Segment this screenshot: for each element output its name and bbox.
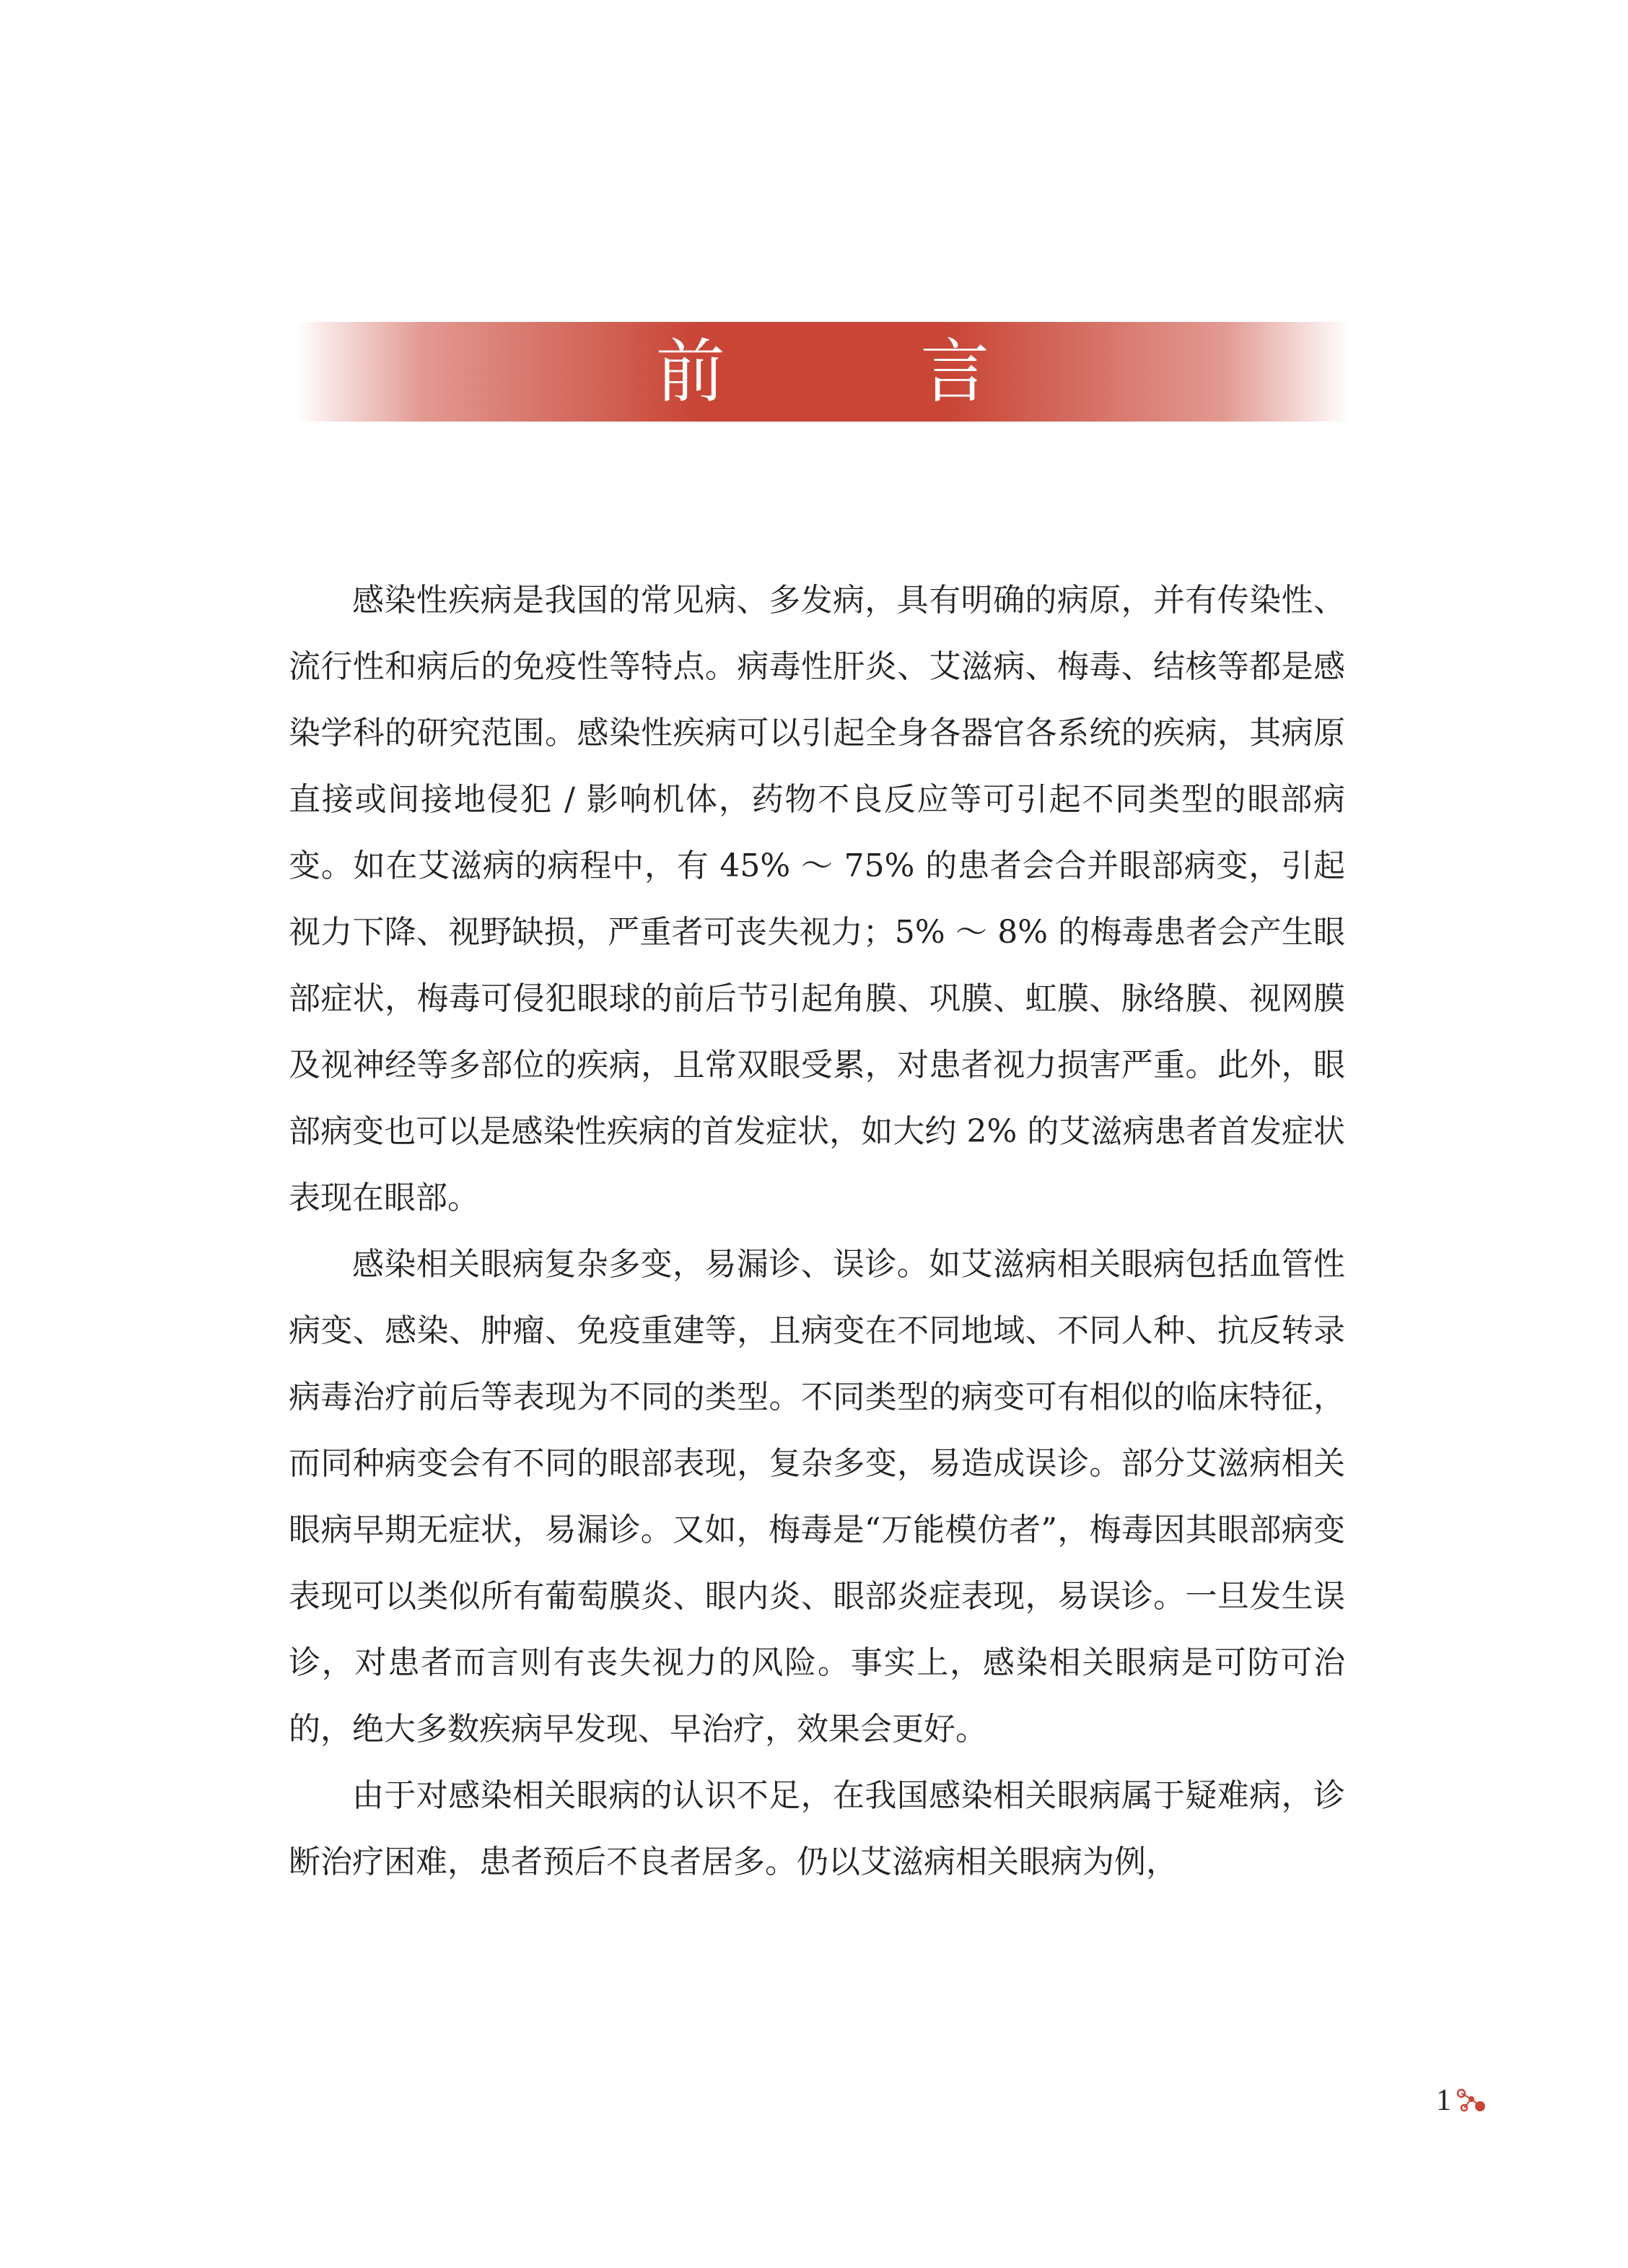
paragraph-3: 由于对感染相关眼病的认识不足，在我国感染相关眼病属于疑难病，诊断治疗困难，患者预后不良者居多。仍以艾滋病相关眼病为例，	[289, 1777, 1345, 1880]
paragraph-2: 感染相关眼病复杂多变，易漏诊、误诊。如艾滋病相关眼病包括血管性病变、感染、肿瘤、免疫重建等，且病变在不同地域、不同人种、抗反转录病毒治疗前后等表现为不同的类型。不同类型的病变可有相似的临床特征，而同种病变会有不同的眼部表现，复杂多变，易造成误诊。部分艾滋病相关眼病早期无症状，易漏诊。又如，梅毒是“万能模仿者”，梅毒因其眼部病变表现可以类似所有葡萄膜炎、眼内炎、眼部炎症表现，易误诊。一旦发生误诊，对患者而言则有丧失视力的风险。事实上，感染相关眼病是可防可治的，绝大多数疾病早发现、早治疗，效果会更好。	[289, 1246, 1345, 1748]
body-text	[289, 567, 1345, 1896]
title-banner	[296, 322, 1349, 422]
page-title: 前 言	[655, 331, 1077, 412]
page-footer	[1436, 2079, 1487, 2122]
molecule-nodes-icon	[1456, 2085, 1487, 2116]
page-number: 1	[1436, 2084, 1451, 2117]
paragraph-1: 感染性疾病是我国的常见病、多发病，具有明确的病原，并有传染性、流行性和病后的免疫性等特点。病毒性肝炎、艾滋病、梅毒、结核等都是感染学科的研究范围。感染性疾病可以引起全身各器官各系统的疾病，其病原直接或间接地侵犯 / 影响机体，药物不良反应等可引起不同类型的眼部病变。如在艾滋病的病程中，有 45% ～ 75% 的患者会合并眼部病变，引起视力下降、视野缺损，严重者可丧失视力；5% ～ 8% 的梅毒患者会产生眼部症状，梅毒可侵犯眼球的前后节引起角膜、巩膜、虹膜、脉络膜、视网膜及视神经等多部位的疾病，且常双眼受累，对患者视力损害严重。此外，眼部病变也可以是感染性疾病的首发症状，如大约 2% 的艾滋病患者首发症状表现在眼部。	[289, 582, 1345, 1216]
